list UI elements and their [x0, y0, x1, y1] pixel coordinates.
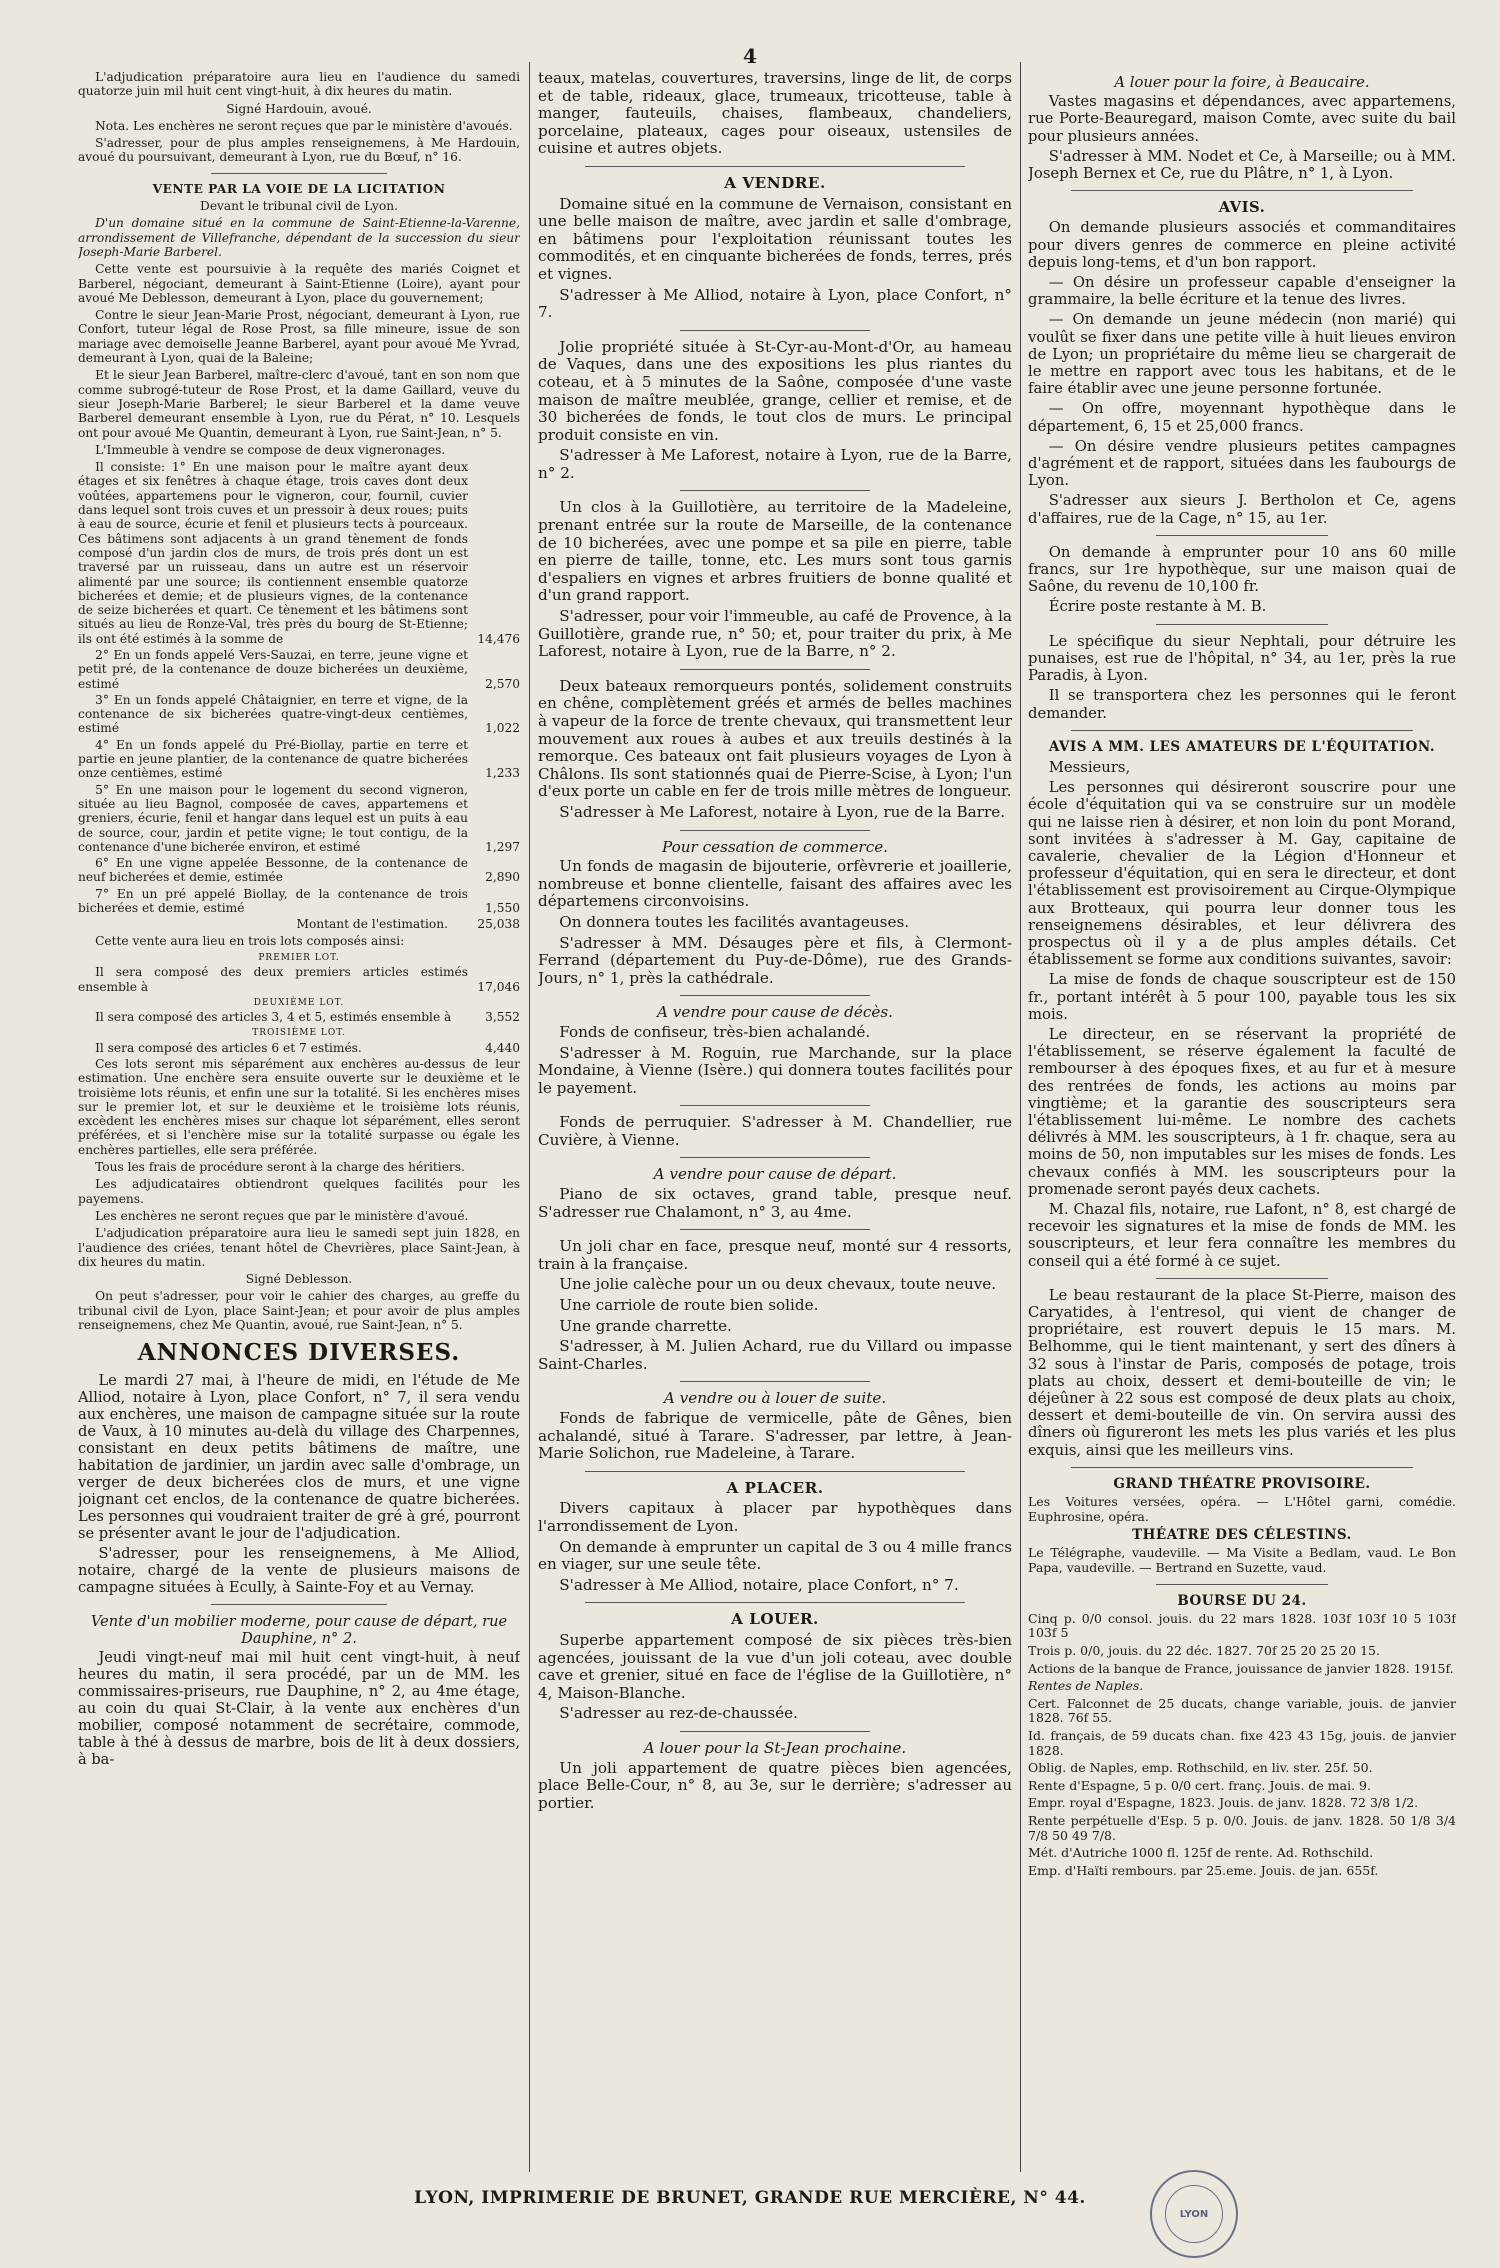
separator — [680, 830, 870, 831]
lot-amount: 17,046 — [477, 979, 520, 994]
paragraph: Tous les frais de procédure seront à la charge des héritiers. — [95, 1160, 465, 1175]
paragraph: Superbe appartement composé de six pièces très-bien agencées, jouissant de la vue d'un joli coteau, avec double cave et grenier, situé en face de l'église de la Guillotière, n° 4, Maison-Blanche. — [538, 1630, 1012, 1702]
estimate-text: 6° En une vigne appelée Bessonne, de la contenance de neuf bicherées et demie, estimée — [78, 856, 468, 885]
estimate-row — [78, 783, 520, 854]
paragraph: Les enchères ne seront reçues que par le ministère d'avoué. — [95, 1208, 469, 1223]
paragraph: L'adjudication préparatoire aura lieu en l'audience du samedi quatorze juin mil huit cent vingt-huit, à dix heures du matin. — [78, 70, 520, 99]
paragraph: S'adresser à Me Laforest, notaire à Lyon, rue de la Barre, n° 2. — [538, 446, 1012, 482]
section-title: VENTE PAR LA VOIE DE LA LICITATION — [152, 181, 446, 196]
bourse-line: Cinq p. 0/0 consol. jouis. du 22 mars 1828. 103f 103f 10 5 103f 103f 5 — [1028, 1610, 1456, 1641]
estimate-text: 4° En un fonds appelé du Pré-Biollay, partie en terre et partie en jeune plantier, de la contenance de quatre bicherées onze centièmes, estimé — [78, 737, 468, 781]
signature: Signé Deblesson. — [245, 1272, 353, 1287]
signature: Signé Hardouin, avoué. — [226, 101, 372, 116]
separator — [1071, 1467, 1413, 1468]
bourse-title: BOURSE DU 24. — [1177, 1592, 1307, 1609]
theatre-program: Les Voitures versées, opéra. — L'Hôtel garni, comédie. Euphrosine, opéra. — [1028, 1494, 1456, 1524]
paragraph: L'adjudication préparatoire aura lieu le samedi sept juin 1828, en l'audience des criées, tenant hôtel de Chevrières, place Saint-Jean, à dix heures du matin. — [78, 1226, 520, 1269]
paragraph: On demande plusieurs associés et commanditaires pour divers genres de commerce en pleine activité depuis long-tems, et d'un bon rapport. — [1028, 219, 1456, 271]
estimate-amount: 1,233 — [485, 766, 520, 781]
paragraph: M. Chazal fils, notaire, rue Lafont, n° 8, est chargé de recevoir les signatures et la mise de fonds de MM. les souscripteurs, et leur fera connaître les membres du conseil qui a été formé à ce sujet. — [1028, 1200, 1456, 1270]
separator — [680, 995, 870, 996]
section-title: AVIS A MM. LES AMATEURS DE L'ÉQUITATION. — [1048, 738, 1436, 755]
page-number: 4 — [743, 44, 757, 68]
paragraph: Le beau restaurant de la place St-Pierre, maison des Caryatides, à l'entresol, qui vient de changer de propriétaire, est rouvert depuis le 15 mars. M. Belhomme, qui le tient maintenant, y sert des dîners à 32 sous à l'instar de Paris, composés de potage, trois plats au choix, dessert et demi-bouteille de vin; le déjeûner à 22 sous est composé de deux plats au choix, dessert et demi-bouteille de vin. On servira aussi des dîners où figureront les mets les plus variés et les plus exquis, ainsi que les meilleurs vins. — [1028, 1286, 1456, 1459]
bourse-line: Trois p. 0/0, jouis. du 22 déc. 1827. 70f 25 20 25 20 15. — [1028, 1643, 1380, 1658]
estimate-amount: 1,550 — [485, 901, 520, 916]
paragraph: S'adresser au rez-de-chaussée. — [559, 1704, 798, 1723]
paragraph: — On demande un jeune médecin (non marié) qui voulût se fixer dans une petite ville à huit lieues environ de Lyon; un propriétaire du même lieu se chargerait de le mettre en rapport avec tous les habitans, et de le faire établir avec une jeune personne fortunée. — [1028, 311, 1456, 398]
paragraph: Le spécifique du sieur Nephtali, pour détruire les punaises, est rue de l'hôpital, n° 34, au 1er, près la rue Paradis, à Lyon. — [1028, 632, 1456, 685]
ad-title: Vente d'un mobilier moderne, pour cause de départ, rue Dauphine, n° 2. — [90, 1613, 508, 1648]
paragraph: Deux bateaux remorqueurs pontés, solidement construits en chêne, complètement gréés et armés de belles machines à vapeur de la force de trente chevaux, qui transmettent leur mouvement aux roues à aubes et aux treuils destinés à la remorque. Ces bateaux ont fait plusieurs voyages de Lyon à Châlons. Ils sont stationnés quai de Pierre-Scise, à Lyon; l'un d'eux porte un cable en fer de trois mille mètres de longueur. — [538, 676, 1012, 801]
bourse-line: Rente d'Espagne, 5 p. 0/0 cert. franç. Jouis. de mai. 9. — [1028, 1777, 1371, 1793]
paragraph: Cette vente aura lieu en trois lots composés ainsi: — [95, 933, 405, 948]
separator — [680, 1731, 870, 1732]
estimate-text: 3° En un fonds appelé Châtaignier, en terre et vigne, de la contenance de six bicherées quatre-vingt-deux centièmes, estimé — [78, 692, 468, 736]
separator — [1156, 535, 1327, 536]
separator — [680, 330, 870, 331]
paragraph: S'adresser à Me Laforest, notaire à Lyon, rue de la Barre. — [559, 802, 1006, 821]
lot-row — [78, 1041, 520, 1055]
paragraph: Piano de six octaves, grand table, presque neuf. S'adresser rue Chalamont, n° 3, au 4me. — [538, 1185, 1012, 1221]
ad-title: A vendre pour cause de décès. — [657, 1003, 893, 1022]
column-rule — [529, 62, 530, 2172]
paragraph: Fonds de confiseur, très-bien achalandé. — [559, 1022, 871, 1041]
paragraph: S'adresser, pour les renseignemens, à Me Alliod, notaire, chargé de la vente de plusieurs maisons de campagne situées à Ecully, à Sainte-Foy et au Vernay. — [78, 1545, 520, 1597]
estimate-row — [78, 887, 520, 916]
imprint-footer: LYON, IMPRIMERIE DE BRUNET, GRANDE RUE MERCIÈRE, N° 44. — [414, 2188, 1086, 2208]
paragraph: Et le sieur Jean Barberel, maître-clerc d'avoué, tant en son nom que comme subrogé-tuteur de Rose Prost, et la dame Gaillard, veuve du sieur Joseph-Marie Barberel; le sieur Barberel et la dame veuve Barberel demeurant ensemble à Lyon, rue du Pérat, n° 10. Lesquels ont pour avoué Me Quantin, demeurant à Lyon, rue Saint-Jean, n° 5. — [78, 368, 520, 440]
column-2 — [538, 70, 1012, 2180]
paragraph: S'adresser à MM. Nodet et Ce, à Marseille; ou à MM. Joseph Bernex et Ce, rue du Plâtre, n° 1, à Lyon. — [1028, 147, 1456, 183]
paragraph: La mise de fonds de chaque souscripteur est de 150 fr., portant intérêt à 5 pour 100, payable tous les six mois. — [1028, 971, 1456, 1023]
subtitle: D'un domaine situé en la commune de Saint-Etienne-la-Varenne, arrondissement de Villefranche, dépendant de la succession du sieur Joseph-Marie Barberel. — [78, 216, 520, 259]
lot-amount: 3,552 — [485, 1010, 520, 1025]
paragraph: Ces lots seront mis séparément aux enchères au-dessus de leur estimation. Une enchère sera ensuite ouverte sur le deuxième et le troisième lots réunis, et enfin une sur la totalité. Si les enchères mises sur le premier lot, et sur le deuxième et le troisième lots réunis, excèdent les enchères mises sur chaque lot séparément, elles seront préférées, et si l'enchère mise sur la totalité surpasse ou égale les enchères partielles, elle sera préférée. — [78, 1057, 520, 1157]
lot-label: DEUXIÈME LOT. — [253, 997, 345, 1008]
column-3 — [1028, 70, 1456, 2180]
section-title: AVIS. — [1218, 199, 1266, 217]
paragraph: Le mardi 27 mai, à l'heure de midi, en l'étude de Me Alliod, notaire à Lyon, place Confort, n° 7, il sera vendu aux enchères, une maison de campagne située sur la route de Vaux, à 10 minutes au-delà du village des Charpennes, consistant en deux petits bâtimens de maître, une habitation de jardinier, un jardin avec salle d'ombrage, un verger de deux bicherées clos de murs, et une vigne joignant cet enclos, de la contenance de quatre bicherées. Les personnes qui voudraient traiter de gré à gré, pourront se présenter avant le jour de l'adjudication. — [78, 1372, 520, 1543]
paragraph: Un joli appartement de quatre pièces bien agencées, place Belle-Cour, n° 8, au 3e, sur le derrière; s'adresser au portier. — [538, 1758, 1012, 1812]
separator — [1071, 730, 1413, 731]
estimate-amount: 2,570 — [485, 676, 520, 691]
separator — [1156, 1278, 1327, 1279]
separator — [680, 1229, 870, 1230]
theatre-program: Le Télégraphe, vaudeville. — Ma Visite a Bedlam, vaud. Le Bon Papa, vaudeville. — Bertrand en Suzette, vaud. — [1028, 1545, 1456, 1576]
lot-text: Il sera composé des articles 3, 4 et 5, estimés ensemble à — [95, 1010, 452, 1025]
ad-title: A louer pour la foire, à Beaucaire. — [1114, 74, 1370, 91]
estimate-row — [78, 648, 520, 691]
paragraph: Vastes magasins et dépendances, avec appartemens, rue Porte-Beauregard, maison Comte, avec suite du bail pour plusieurs années. — [1028, 93, 1456, 145]
separator — [211, 173, 388, 174]
estimate-row — [78, 738, 520, 781]
paragraph: Divers capitaux à placer par hypothèques dans l'arrondissement de Lyon. — [538, 1499, 1012, 1535]
lot-label: PREMIER LOT. — [258, 952, 340, 963]
paragraph: Un fonds de magasin de bijouterie, orfèvrerie et joaillerie, nombreuse et bonne clientelle, faisant des affaires avec les départemens circonvoisins. — [538, 857, 1012, 911]
paragraph: Cette vente est poursuivie à la requête des mariés Coignet et Barberel, négociant, demeurant à Saint-Etienne (Loire), ayant pour avoué Me Deblesson, demeurant à Lyon, place du gouvernement; — [78, 262, 520, 305]
paragraph: Écrire poste restante à M. B. — [1048, 598, 1267, 616]
bourse-line: Rentes de Naples. — [1028, 1678, 1144, 1694]
paragraph: Les adjudicataires obtiendront quelques facilités pour les payemens. — [78, 1177, 520, 1206]
paragraph: Un joli char en face, presque neuf, monté sur 4 ressorts, train à la française. — [538, 1237, 1012, 1273]
estimate-text: Montant de l'estimation. — [296, 917, 448, 932]
bourse-line: Actions de la banque de France, jouissance de janvier 1828. 1915f. — [1028, 1660, 1454, 1676]
separator — [680, 1157, 870, 1158]
bourse-line: Id. français, de 59 ducats chan. fixe 423 43 15g, jouis. de janvier 1828. — [1028, 1727, 1456, 1758]
paragraph: Fonds de fabrique de vermicelle, pâte de Gênes, bien achalandé, situé à Tarare. S'adresser, par lettre, à Jean-Marie Solichon, rue Madeleine, à Tarare. — [538, 1409, 1012, 1463]
theatre-section — [1028, 1476, 1456, 1576]
separator — [585, 1602, 964, 1603]
bourse-line: Mét. d'Autriche 1000 fl. 125f de rente. Ad. Rothschild. — [1028, 1845, 1374, 1861]
separator — [1156, 624, 1327, 625]
salutation: Messieurs, — [1048, 758, 1131, 776]
separator — [211, 1604, 388, 1605]
paragraph: On demande à emprunter un capital de 3 ou 4 mille francs en viager, sur une seule tête. — [538, 1537, 1012, 1574]
theatre-title: GRAND THÉATRE PROVISOIRE. — [1113, 1475, 1371, 1492]
ad-title: A vendre pour cause de départ. — [653, 1165, 897, 1184]
paragraph: Jolie propriété située à St-Cyr-au-Mont-d'Or, au hameau de Vaques, dans une des expositions les plus riantes du coteau, et à 5 minutes de la Saône, composée d'une vaste maison de maître meublée, grange, cellier et remise, et de 30 bicherées de fonds, le tout clos de murs. Le principal produit consiste en vin. — [538, 337, 1012, 444]
paragraph: Contre le sieur Jean-Marie Prost, négociant, demeurant à Lyon, rue Confort, tuteur légal de Rose Prost, sa fille mineure, issue de son mariage avec demoiselle Jeanne Barberel, ayant pour avoué Me Yvrad, demeurant à Lyon, quai de la Baleine; — [78, 308, 520, 366]
paragraph: S'adresser à Me Alliod, notaire à Lyon, place Confort, n° 7. — [538, 285, 1012, 322]
lot-amount: 4,440 — [485, 1040, 520, 1055]
paragraph: Nota. Les enchères ne seront reçues que par le ministère d'avoués. — [95, 118, 513, 133]
paragraph: S'adresser, pour de plus amples renseignemens, à Me Hardouin, avoué du poursuivant, demeurant à Lyon, rue du Bœuf, n° 16. — [78, 136, 520, 165]
estimate-text: 2° En un fonds appelé Vers-Sauzai, en terre, jeune vigne et petit pré, de la contenance de douze bicherées un deuxième, estimé — [78, 647, 468, 691]
paragraph: Domaine situé en la commune de Vernaison, consistant en une belle maison de maître, avec jardin et salle d'ombrage, en bâtimens pour l'exploitation réunissant toutes les commodités, et en cinquante bicherées de fonds, terres, prés et vignes. — [538, 194, 1012, 283]
paragraph: S'adresser aux sieurs J. Bertholon et Ce, agens d'affaires, rue de la Cage, n° 15, au 1er. — [1028, 492, 1456, 527]
lot-row — [78, 965, 520, 994]
ad-title: Pour cessation de commerce. — [661, 837, 889, 856]
paragraph: — On désire vendre plusieurs petites campagnes d'agrément et de rapport, situées dans les faubourgs de Lyon. — [1028, 437, 1456, 490]
ad-title: A vendre ou à louer de suite. — [663, 1389, 887, 1408]
paragraph: On demande à emprunter pour 10 ans 60 mille francs, sur 1re hypothèque, sur une maison quai de Saône, du revenu de 10,100 fr. — [1028, 543, 1456, 596]
paragraph: On donnera toutes les facilités avantageuses. — [559, 912, 910, 931]
paragraph: Fonds de perruquier. S'adresser à M. Chandellier, rue Cuvière, à Vienne. — [538, 1113, 1012, 1149]
estimate-amount: 1,297 — [485, 839, 520, 854]
stamp-center: LYON — [1165, 2185, 1223, 2243]
section-title: ANNONCES DIVERSES. — [137, 1339, 461, 1367]
paragraph: S'adresser à M. Roguin, rue Marchande, sur la place Mondaine, à Vienne (Isère.) qui donnera toutes facilités pour le payement. — [538, 1043, 1012, 1097]
separator — [680, 1105, 870, 1106]
separator — [680, 490, 870, 491]
estimate-amount: 1,022 — [485, 721, 520, 736]
lot-text: Il sera composé des deux premiers articles estimés ensemble à — [78, 965, 468, 994]
section-title: A PLACER. — [726, 1478, 824, 1497]
lot-text: Il sera composé des articles 6 et 7 estimés. — [95, 1040, 362, 1055]
paragraph: S'adresser, à M. Julien Achard, rue du Villard ou impasse Saint-Charles. — [538, 1337, 1012, 1373]
estimate-text: Il consiste: 1° En une maison pour le maître ayant deux étages et six fenêtres à chaque étage, trois caves dont deux voûtées, appartemens pour le vigneron, cour, fournil, cuvier dans lequel sont trois cuves et un pressoir à deux roues; puits à eau de source, écurie et fenil et plusieurs tects à pourceaux. Ces bâtimens sont adjacents à un grand tènement de fonds composé d'un jardin clos de murs, de trois prés dont un est traversé par un ruisseau, dans un autre est un réservoir alimenté par une source; ils contiennent ensemble quatorze bicherées et demie; et de plusieurs vignes, de la contenance de seize bicherées et quart. Ce tènement et les bâtimens sont situés au lieu de Ronze-Val, très près du bourg de St-Etienne; ils ont été estimés à la somme de — [78, 460, 468, 646]
column-1 — [78, 70, 520, 2180]
paragraph: On peut s'adresser, pour voir le cahier des charges, au greffe du tribunal civil de Lyon, place Saint-Jean; et pour avoir de plus amples renseignemens, chez Me Quantin, avoué, rue Saint-Jean, n° 5. — [78, 1289, 520, 1333]
paragraph: Les personnes qui désireront souscrire pour une école d'équitation qui va se construire sur un modèle qui ne laisse rien à désirer, et non loin du pont Morand, sont invitées à s'adresser à M. Gay, capitaine de cavalerie, chevalier de la Légion d'Honneur et professeur d'équitation, qui en sera le directeur, et dont l'établissement est provisoirement au Cirque-Olympique aux Brotteaux, qui pourra leur donner tous les renseignemens désirables, et leur délivrera des prospectus où il y a de plus amples détails. Cet établissement se forme aux conditions suivantes, savoir: — [1028, 779, 1456, 969]
estimate-row — [78, 460, 520, 646]
paragraph: Une grande charrette. — [559, 1316, 732, 1335]
section-title: A VENDRE. — [724, 173, 826, 192]
estimate-row — [78, 693, 520, 736]
paragraph: S'adresser, pour voir l'immeuble, au café de Provence, à la Guillotière, grande rue, n° 50; et, pour traiter du prix, à Me Laforest, notaire à Lyon, rue de la Barre, n° 2. — [538, 607, 1012, 661]
paragraph: — On désire un professeur capable d'enseigner la grammaire, la belle écriture et la tenue des livres. — [1028, 274, 1456, 309]
lot-label: TROISIÈME LOT. — [252, 1028, 346, 1039]
theatre-title: THÉATRE DES CÉLESTINS. — [1132, 1527, 1352, 1544]
paragraph: Une carriole de route bien solide. — [559, 1296, 819, 1315]
paragraph: teaux, matelas, couvertures, traversins, linge de lit, de corps et de table, rideaux, glace, trumeaux, tricotteuse, table à manger, fauteuils, chaises, flambeaux, chandeliers, porcelaine, plateaux, cages pour oiseaux, ustensiles de cuisine et autres objets. — [538, 70, 1012, 158]
paragraph: Il se transportera chez les personnes qui le feront demander. — [1028, 687, 1456, 722]
column-rule — [1020, 62, 1021, 2172]
paragraph: Un clos à la Guillotière, au territoire de la Madeleine, prenant entrée sur la route de Marseille, de la contenance de 10 bicherées, avec une pompe et sa pile en pierre, table en pierre de taille, tonne, etc. Les murs sont tous garnis d'espaliers en vignes et arbres fruitiers de bonne qualité et d'un grand rapport. — [538, 498, 1012, 605]
bourse-line: Cert. Falconnet de 25 ducats, change variable, jouis. de janvier 1828. 76f 55. — [1028, 1695, 1456, 1726]
estimate-text: 5° En une maison pour le logement du second vigneron, située au lieu Bagnol, composée de caves, appartemens et greniers, écurie, fenil et hangar dans lequel est un puits à eau de source, cour, jardin et petite vigne; le tout contigu, de la contenance d'une bicherée environ, et estimé — [78, 782, 468, 854]
estimate-amount: 25,038 — [477, 917, 520, 932]
bourse-line: Oblig. de Naples, emp. Rothschild, en liv. ster. 25f. 50. — [1028, 1760, 1373, 1776]
library-stamp — [1150, 2170, 1238, 2258]
estimate-total-row — [78, 917, 520, 931]
separator — [680, 669, 870, 670]
bourse-line: Emp. d'Haïti rembours. par 25.eme. Jouis. de jan. 655f. — [1028, 1862, 1379, 1878]
separator — [1156, 1584, 1327, 1585]
estimate-amount: 14,476 — [477, 631, 520, 646]
bourse-section — [1028, 1593, 1456, 1879]
estimate-amount: 2,890 — [485, 870, 520, 885]
paragraph: L'Immeuble à vendre se compose de deux vigneronages. — [95, 442, 446, 457]
ad-title: A louer pour la St-Jean prochaine. — [643, 1738, 907, 1757]
paragraph: Le directeur, en se réservant la propriété de l'établissement, se réserve également la faculté de rembourser à des époques fixes, et au fur et à mesure des rentrées de fonds, les actions au moins par vingtième; et la garantie des souscripteurs sera l'établissement lui-même. Le nombre des cachets délivrés à MM. les souscripteurs, à 1 fr. chaque, sera au moins de 50, non imputables sur les mises de fonds. Les chevaux confiés à MM. les souscripteurs pour la promenade seront payés deux cachets. — [1028, 1025, 1456, 1198]
lot-row — [78, 1010, 520, 1024]
paragraph: S'adresser à Me Alliod, notaire, place Confort, n° 7. — [559, 1575, 959, 1594]
bourse-line: Rente perpétuelle d'Esp. 5 p. 0/0. Jouis. de janv. 1828. 50 1/8 3/4 7/8 50 49 7/8. — [1028, 1812, 1456, 1843]
separator — [1071, 190, 1413, 191]
separator — [680, 1381, 870, 1382]
paragraph: Jeudi vingt-neuf mai mil huit cent vingt-huit, à neuf heures du matin, il sera procédé, par un de MM. les commissaires-priseurs, rue Dauphine, n° 2, au 4me étage, au coin du quai St-Clair, à la vente aux enchères d'un mobilier, composé notamment de secrétaire, commode, table à thé à dessus de marbre, bois de lit à deux dossiers, à ba- — [78, 1649, 520, 1769]
paragraph: — On offre, moyennant hypothèque dans le département, 6, 15 et 25,000 francs. — [1028, 400, 1456, 435]
separator — [585, 1471, 964, 1472]
estimate-row — [78, 856, 520, 885]
bourse-line: Empr. royal d'Espagne, 1823. Jouis. de janv. 1828. 72 3/8 1/2. — [1028, 1795, 1419, 1811]
court-line: Devant le tribunal civil de Lyon. — [200, 199, 398, 214]
section-title: A LOUER. — [731, 1610, 819, 1629]
separator — [585, 166, 964, 167]
paragraph: Une jolie calèche pour un ou deux chevaux, toute neuve. — [559, 1275, 997, 1294]
paragraph: S'adresser à MM. Désauges père et fils, à Clermont-Ferrand (département du Puy-de-Dôme), rue des Grands-Jours, n° 1, près la cathédrale. — [538, 933, 1012, 987]
estimate-text: 7° En un pré appelé Biollay, de la contenance de trois bicherées et demie, estimé — [78, 886, 468, 916]
